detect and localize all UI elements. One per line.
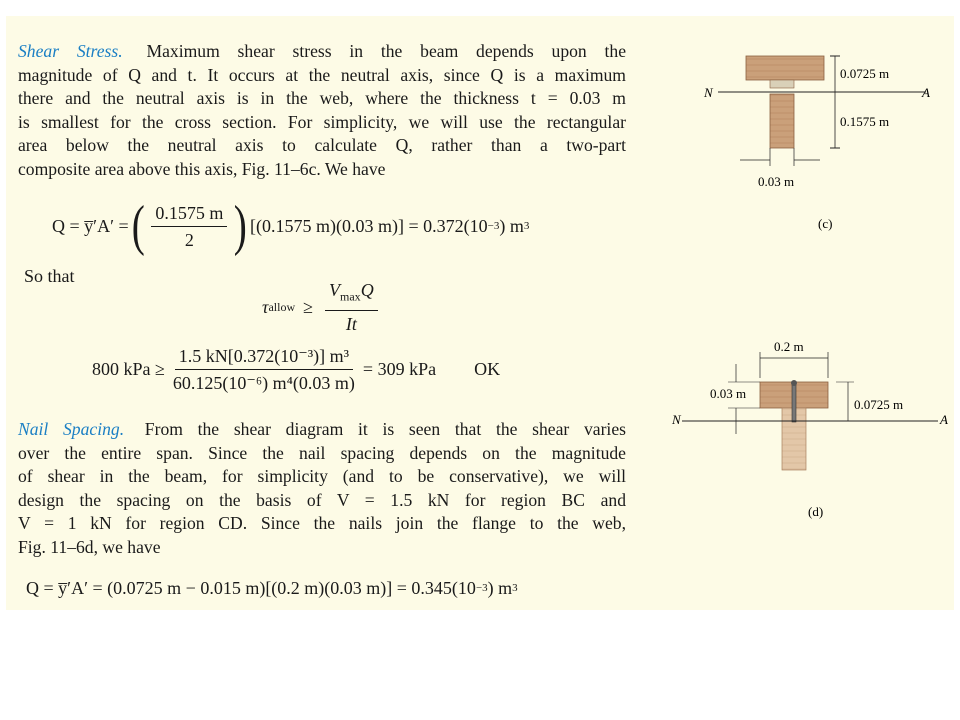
equation-unit: ) m bbox=[499, 215, 524, 236]
equation-rhs: [(0.1575 m)(0.03 m)] = 0.372(10 bbox=[250, 215, 488, 236]
exponent: −3 bbox=[475, 582, 488, 594]
dim-top-label: 0.0725 m bbox=[840, 66, 890, 81]
figure-d-caption: (d) bbox=[808, 504, 824, 519]
shear-stress-heading: Shear Stress. bbox=[18, 41, 123, 61]
text-line: magnitude of Q and t. It occurs at the neutral axis, since Q is a maximum bbox=[18, 64, 626, 85]
right-paren: ) bbox=[234, 195, 248, 257]
text-line: composite area above this axis, Fig. 11–6c. We have bbox=[18, 158, 386, 179]
so-that-text: So that bbox=[24, 266, 75, 286]
equation-check bbox=[92, 342, 500, 396]
equation-q-flange bbox=[26, 574, 518, 602]
tau-symbol: τ bbox=[262, 296, 269, 317]
text-line: is smallest for the cross section. For simplicity, we will use the rectangular bbox=[18, 111, 626, 132]
dim-width-label: 0.2 m bbox=[774, 339, 804, 354]
dim-flange-label: 0.03 m bbox=[710, 386, 747, 401]
fraction-numerator: $V_{max}Q$ bbox=[325, 279, 378, 311]
text-line: there and the neutral axis is in the web, where the thickness t = 0.03 m bbox=[18, 88, 626, 109]
fraction-numerator: 0.1575 m bbox=[151, 202, 227, 227]
figure-d-cross-section bbox=[668, 334, 950, 524]
equation-q-web bbox=[52, 194, 529, 258]
web-lower-rect bbox=[770, 94, 794, 148]
unit-exponent: 3 bbox=[523, 220, 530, 232]
label-n: N bbox=[704, 85, 713, 100]
fraction-denominator: 60.125(10⁻⁶) m⁴(0.03 m) bbox=[172, 372, 355, 393]
text-line: design the spacing on the basis of V = 1.5 kN for region BC and bbox=[18, 489, 626, 510]
tau-subscript: allow bbox=[268, 299, 296, 314]
text-line: over the entire span. Since the nail spacing depends on the magnitude bbox=[18, 442, 626, 463]
dim-bottom-label: 0.1575 m bbox=[840, 114, 890, 129]
operator: ≥ bbox=[303, 296, 314, 317]
ok-label: OK bbox=[474, 358, 501, 379]
fraction-numerator: 1.5 kN[0.372(10⁻³)] m³ bbox=[175, 345, 353, 370]
shear-stress-paragraph bbox=[18, 40, 626, 182]
exponent: −3 bbox=[487, 220, 500, 232]
equation-rhs: = 309 kPa bbox=[362, 358, 437, 379]
nail-spacing-paragraph bbox=[18, 418, 626, 560]
dim-top-label: 0.0725 m bbox=[854, 397, 904, 412]
dim-web-label: 0.03 m bbox=[758, 174, 795, 189]
equation-unit: ) m bbox=[487, 577, 513, 598]
fraction-denominator: It bbox=[345, 313, 357, 334]
label-a: A bbox=[922, 85, 930, 100]
fraction bbox=[169, 345, 359, 394]
fraction bbox=[151, 202, 227, 251]
text-line: Fig. 11–6d, we have bbox=[18, 536, 161, 557]
left-paren: ( bbox=[131, 195, 145, 257]
text-line: of shear in the beam, for simplicity (and to be conservative), we will bbox=[18, 466, 626, 487]
equation-allowable-stress bbox=[262, 282, 382, 332]
nail-spacing-heading: Nail Spacing. bbox=[18, 419, 125, 439]
text-line: Maximum shear stress in the beam depends upon the bbox=[146, 41, 626, 61]
label-n: N bbox=[672, 412, 681, 427]
flange-rect bbox=[746, 56, 824, 80]
equation-lhs: Q = y̅′A′ = bbox=[52, 215, 129, 236]
figure-c-cross-section bbox=[690, 44, 930, 244]
text-line: area below the neutral axis to calculate Q, rather than a two-part bbox=[18, 135, 626, 156]
fraction bbox=[325, 279, 378, 335]
web-upper-rect bbox=[770, 80, 794, 88]
unit-exponent: 3 bbox=[512, 582, 518, 594]
fraction-denominator: 2 bbox=[184, 229, 194, 250]
label-a: A bbox=[940, 412, 948, 427]
text-line: From the shear diagram it is seen that the shear varies bbox=[144, 419, 626, 439]
equation-lhs: 800 kPa ≥ bbox=[92, 358, 165, 379]
nail bbox=[792, 382, 796, 422]
nail-head bbox=[791, 380, 797, 386]
figure-c-caption: (c) bbox=[818, 216, 833, 231]
text-line: V = 1 kN for region CD. Since the nails join the flange to the web, bbox=[18, 513, 626, 534]
equation-text: Q = y̅′A′ = (0.0725 m − 0.015 m)[(0.2 m)(0.03 m)] = 0.345(10 bbox=[26, 577, 476, 598]
